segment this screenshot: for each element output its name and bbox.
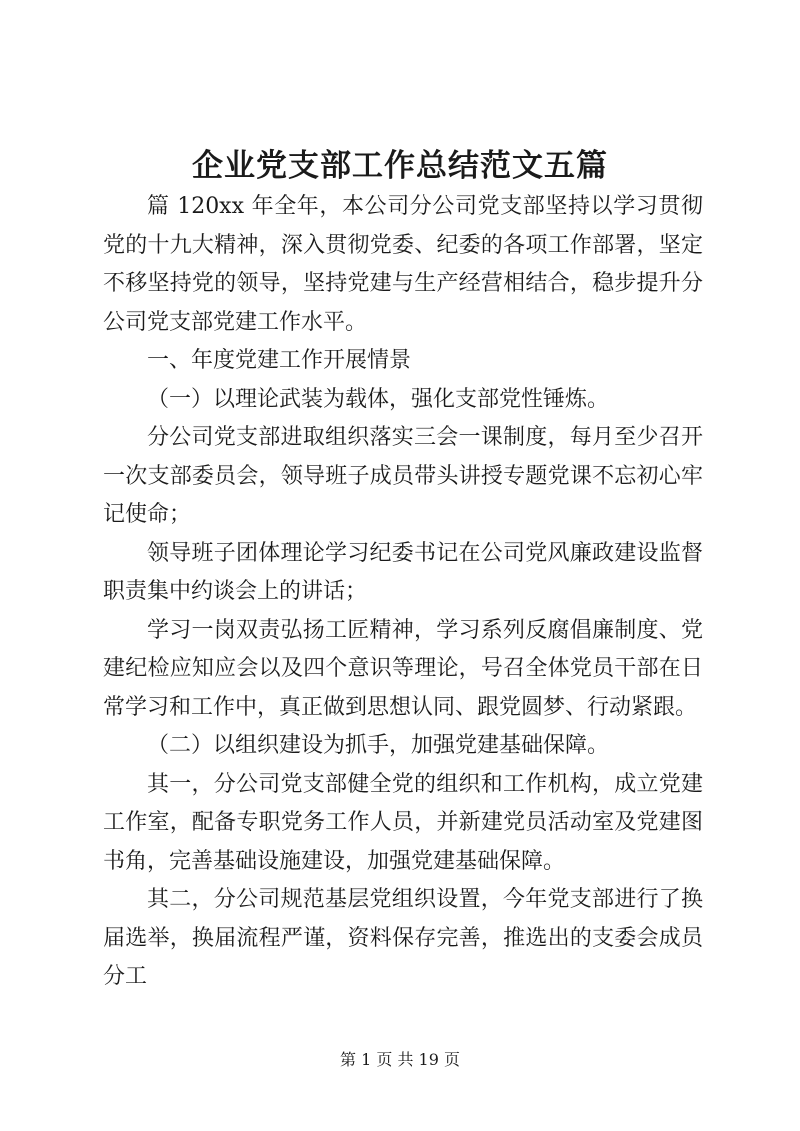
paragraph: 其二，分公司规范基层党组织设置，今年党支部进行了换届选举，换届流程严谨，资料保存完善，推选出的支委会成员分工 bbox=[103, 887, 703, 989]
section-heading: 一、年度党建工作开展情景 bbox=[147, 348, 412, 373]
paragraph: 学习一岗双责弘扬工匠精神，学习系列反腐倡廉制度、党建纪检应知应会以及四个意识等理论，号召全体党员干部在日常学习和工作中，真正做到思想认同、跟党圆梦、行动紧跟。 bbox=[103, 617, 703, 720]
paragraph: 篇 120xx 年全年，本公司分公司党支部坚持以学习贯彻党的十九大精神，深入贯彻党委、纪委的各项工作部署，坚定不移坚持党的领导，坚持党建与生产经营相结合，稳步提升分公司党支部党建工作水平。 bbox=[103, 194, 703, 335]
page-footer: 第 1 页 共 19 页 bbox=[340, 1050, 460, 1069]
subsection-heading: （二）以组织建设为抓手，加强党建基础保障。 bbox=[147, 733, 610, 758]
paragraph: 领导班子团体理论学习纪委书记在公司党风廉政建设监督职责集中约谈会上的讲话； bbox=[103, 540, 703, 604]
paragraph: 分公司党支部进取组织落实三会一课制度，每月至少召开一次支部委员会，领导班子成员带头讲授专题党课不忘初心牢记使命； bbox=[103, 425, 703, 527]
document-title: 企业党支部工作总结范文五篇 bbox=[192, 148, 608, 184]
subsection-heading: （一）以理论武装为载体，强化支部党性锤炼。 bbox=[147, 386, 610, 412]
document-body bbox=[103, 188, 703, 997]
paragraph: 其一，分公司党支部健全党的组织和工作机构，成立党建工作室，配备专职党务工作人员，并新建党员活动室及党建图书角，完善基础设施建设，加强党建基础保障。 bbox=[103, 771, 703, 874]
